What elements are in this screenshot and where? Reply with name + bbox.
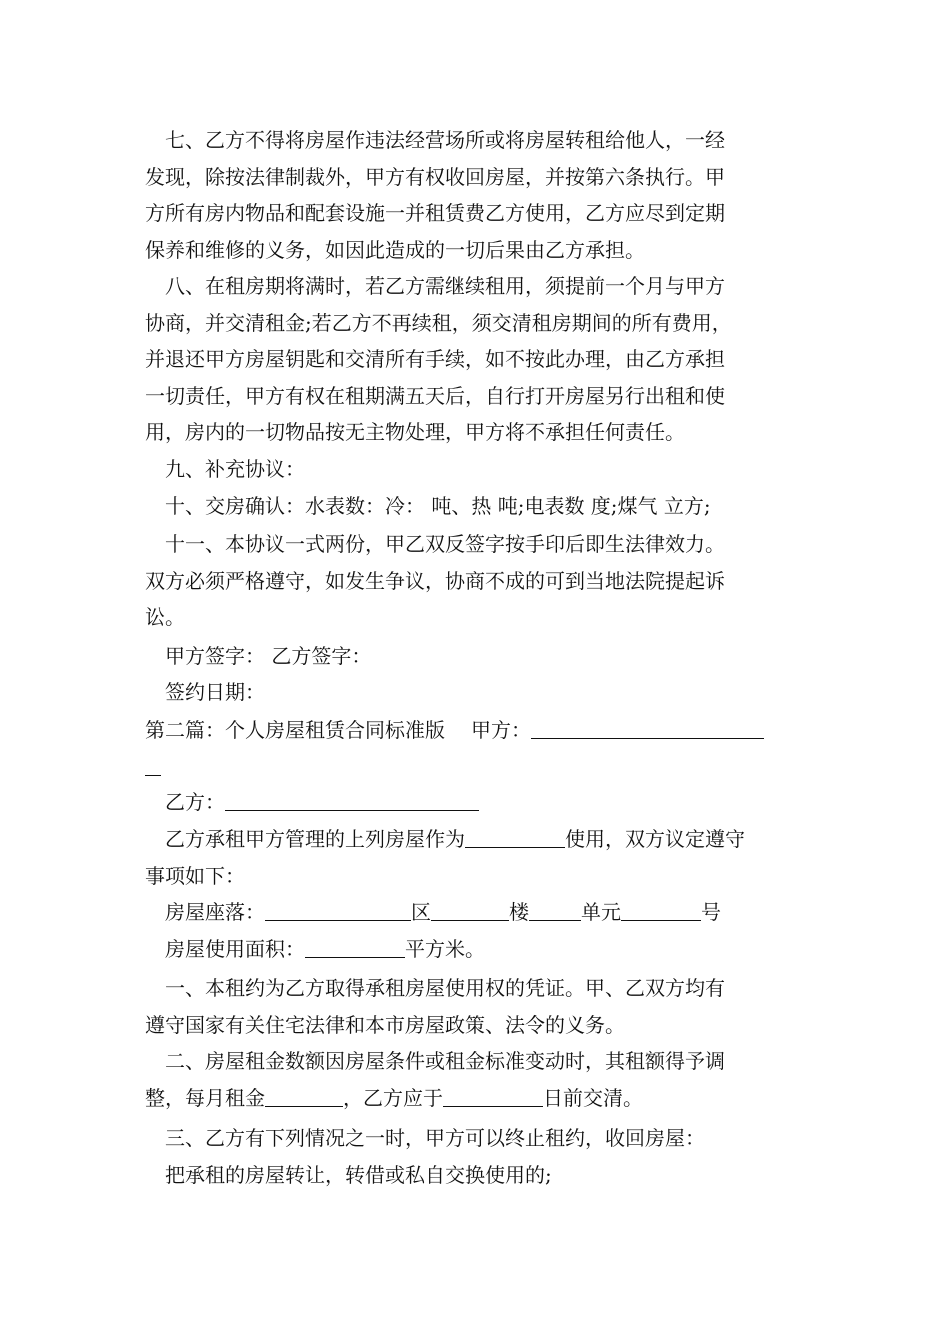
use-clause xyxy=(145,821,805,894)
clause-7 xyxy=(145,122,805,268)
clause-11 xyxy=(145,526,805,636)
unit-label: 单元 xyxy=(581,900,621,924)
party-a-blank xyxy=(531,717,764,739)
text-line: 讼。 xyxy=(145,605,185,629)
district-label: 区 xyxy=(411,900,431,924)
party-b-blank xyxy=(225,789,479,811)
text-line: 方所有房内物品和配套设施一并租赁费乙方使用，乙方应尽到定期 xyxy=(145,201,725,225)
text-fragment: 乙方承租甲方管理的上列房屋作为 xyxy=(165,827,465,851)
item-3 xyxy=(145,1120,805,1193)
text-line: 七、乙方不得将房屋作违法经营场所或将房屋转租给他人，一经 xyxy=(165,128,725,152)
location-line xyxy=(145,894,805,931)
text-line: 十、交房确认：水表数：冷： 吨、热 吨;电表数 度;煤气 立方; xyxy=(165,494,711,518)
part2-heading xyxy=(145,712,805,785)
party-b-label: 乙方： xyxy=(165,790,225,814)
location-blank xyxy=(265,899,411,921)
text-line: 保养和维修的义务，如因此造成的一切后果由乙方承担。 xyxy=(145,237,645,262)
item-2 xyxy=(145,1043,805,1116)
text-line: 一、本租约为乙方取得承租房屋使用权的凭证。甲、乙双方均有 xyxy=(165,976,725,1000)
building-blank xyxy=(529,899,581,921)
use-blank xyxy=(465,826,565,848)
text-line: 协商，并交清租金;若乙方不再续租，须交清租房期间的所有费用， xyxy=(145,310,732,335)
sign-date-line xyxy=(145,674,805,711)
building-label: 楼 xyxy=(509,900,529,924)
party-b-line xyxy=(145,784,805,821)
area-unit: 平方米。 xyxy=(405,937,485,961)
text-line: 甲方签字： 乙方签字： xyxy=(165,644,372,668)
text-line: 一切责任，甲方有权在租期满五天后，自行打开房屋另行出租和使 xyxy=(145,383,725,408)
area-line xyxy=(145,931,805,968)
text-line: 九、补充协议： xyxy=(165,457,305,481)
party-a-blank-continued xyxy=(145,754,161,776)
due-date-blank xyxy=(443,1085,543,1107)
text-fragment: ，乙方应于 xyxy=(343,1085,443,1110)
area-label: 房屋使用面积： xyxy=(165,937,305,961)
unit-blank xyxy=(621,899,701,921)
location-label: 房屋座落： xyxy=(165,900,265,924)
text-line: 三、乙方有下列情况之一时，甲方可以终止租约，收回房屋： xyxy=(165,1126,705,1150)
clause-10 xyxy=(145,488,805,525)
text-line: 事项如下： xyxy=(145,863,245,888)
district-blank xyxy=(431,899,509,921)
part2-title: 第二篇：个人房屋租赁合同标准版 xyxy=(145,718,445,742)
signatures-line xyxy=(145,638,805,675)
text-fragment: 使用，双方议定遵守 xyxy=(565,827,745,851)
text-line: 八、在租房期将满时，若乙方需继续租用，须提前一个月与甲方 xyxy=(165,274,725,298)
item-1 xyxy=(145,970,805,1043)
text-fragment: 日前交清。 xyxy=(543,1085,643,1110)
text-fragment: 整，每月租金 xyxy=(145,1085,265,1110)
number-label: 号 xyxy=(701,900,721,924)
text-line: 把承租的房屋转让，转借或私自交换使用的; xyxy=(165,1162,552,1187)
text-line: 遵守国家有关住宅法律和本市房屋政策、法令的义务。 xyxy=(145,1012,625,1037)
text-line: 二、房屋租金数额因房屋条件或租金标准变动时，其租额得予调 xyxy=(165,1049,725,1073)
clause-8 xyxy=(145,268,805,451)
text-line: 并退还甲方房屋钥匙和交清所有手续，如不按此办理，由乙方承担 xyxy=(145,347,725,371)
text-line: 用，房内的一切物品按无主物处理，甲方将不承担任何责任。 xyxy=(145,420,685,444)
text-line: 十一、本协议一式两份，甲乙双反签字按手印后即生法律效力。 xyxy=(165,532,725,556)
clause-9 xyxy=(145,451,805,488)
text-line: 发现，除按法律制裁外，甲方有权收回房屋，并按第六条执行。甲 xyxy=(145,164,725,189)
area-blank xyxy=(305,936,405,958)
party-a-label: 甲方： xyxy=(471,718,531,742)
rent-blank xyxy=(265,1085,343,1107)
text-line: 签约日期： xyxy=(165,680,265,704)
text-line: 双方必须严格遵守，如发生争议，协商不成的可到当地法院提起诉 xyxy=(145,568,725,593)
